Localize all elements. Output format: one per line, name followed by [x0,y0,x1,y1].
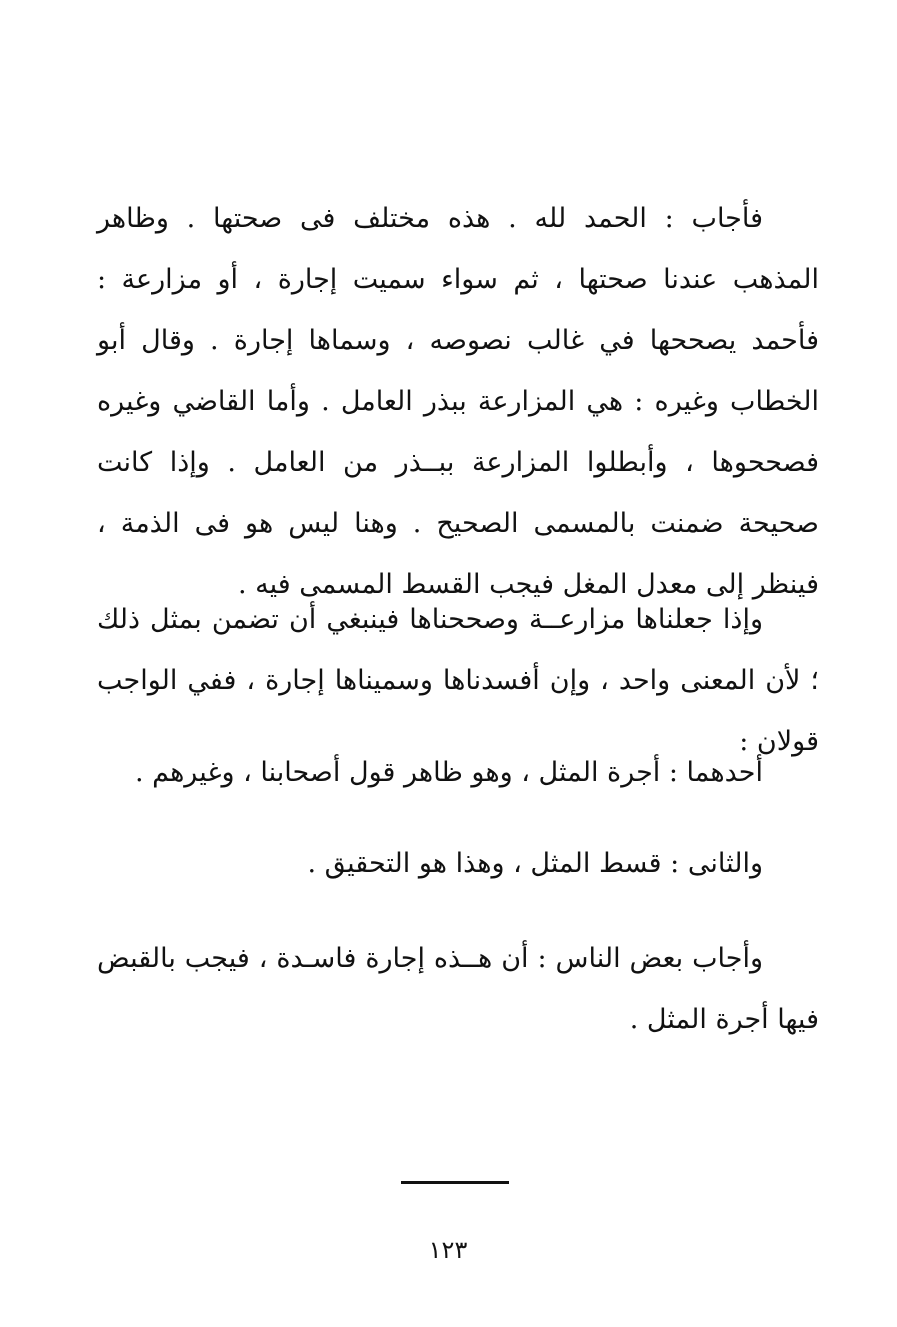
page-number: ١٢٣ [428,1236,468,1264]
paragraph-other-answer: وأجاب بعض الناس : أن هــذه إجارة فاسـدة ، فيجب بالقبض فيها أجرة المثل . [97,943,819,1035]
paragraph-first-opinion: أحدهما : أجرة المثل ، وهو ظاهر قول أصحابنا ، وغيرهم . [134,757,763,788]
paragraph-second-opinion: والثانى : قسط المثل ، وهذا هو التحقيق . [307,848,763,879]
footer-divider [401,1181,509,1184]
paragraph-muzaraa: وإذا جعلناها مزارعــة وصححناها فينبغي أن تضمن بمثل ذلك ؛ لأن المعنى واحد ، وإن أفسدناها وسميناها إجارة ، ففي الواجب قولان : [97,604,819,757]
paragraph-answer: فأجاب : الحمد لله . هذه مختلف فى صحتها . وظاهر المذهب عندنا صحتها ، ثم سواء سميت إجارة ، أو مزارعة : فأحمد يصححها في غالب نصوصه ، وسماها إجارة . وقال أبو الخطاب وغيره : هي المزارعة ببذر العامل . وأما القاضي وغيره فصححوها ، وأبطلوا المزارعة ببــذر من العامل . وإذا كانت صحيحة ضمنت بالمسمى الصحيح . وهنا ليس هو فى الذمة ، فينظر إلى معدل المغل فيجب القسط المسمى فيه . [97,203,819,600]
